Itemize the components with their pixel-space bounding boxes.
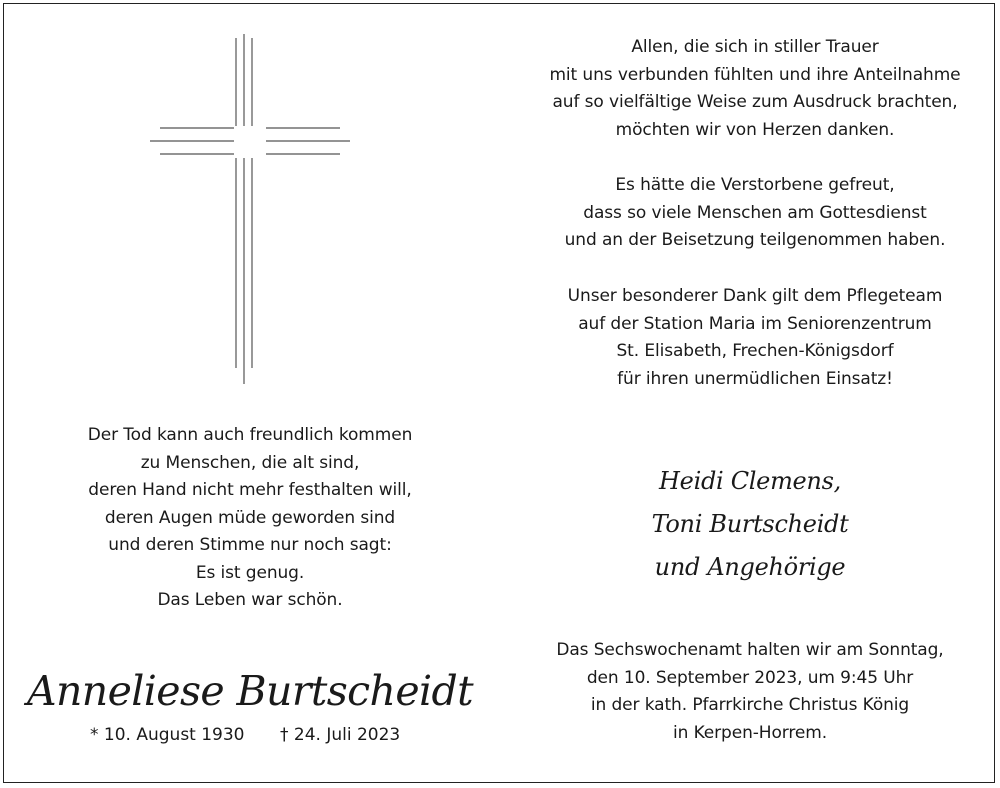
signer-line: Toni Burtscheidt xyxy=(651,510,849,538)
text-line: Allen, die sich in stiller Trauer xyxy=(631,37,879,57)
text-line: in Kerpen-Horrem. xyxy=(672,722,828,743)
deceased-name: Anneliese Burtscheidt xyxy=(26,667,474,715)
life-dates xyxy=(90,722,400,748)
text-line: Es hätte die Verstorbene gefreut, xyxy=(615,175,895,195)
text-line: und an der Beisetzung teilgenommen haben. xyxy=(564,230,946,250)
text-line: auf so vielfältige Weise zum Ausdruck brachten, xyxy=(552,92,958,112)
poem-line: deren Augen müde geworden sind xyxy=(104,507,396,528)
thanks-paragraph xyxy=(505,34,1000,144)
memorial-mass-notice xyxy=(500,637,1000,747)
text-line: mit uns verbunden fühlten und ihre Anteilnahme xyxy=(549,64,961,85)
text-line: den 10. September 2023, um 9:45 Uhr xyxy=(586,667,914,688)
signer-line: Heidi Clemens, xyxy=(659,467,841,495)
signer-line: und Angehörige xyxy=(654,553,846,581)
poem-line: deren Hand nicht mehr festhalten will, xyxy=(88,480,412,500)
poem-line: Der Tod kann auch freundlich kommen xyxy=(87,425,413,445)
poem-line: und deren Stimme nur noch sagt: xyxy=(108,535,392,555)
signers xyxy=(500,460,1000,589)
text-line: möchten wir von Herzen danken. xyxy=(615,119,895,140)
birth-date: * 10. August 1930 xyxy=(90,725,245,745)
text-line: St. Elisabeth, Frechen-Königsdorf xyxy=(616,341,894,361)
text-line: Unser besonderer Dank gilt dem Pflegeteam xyxy=(567,286,943,306)
christian-cross-icon xyxy=(140,28,360,390)
care-team-paragraph xyxy=(505,283,1000,393)
hope-paragraph xyxy=(505,172,1000,255)
poem-line: zu Menschen, die alt sind, xyxy=(140,452,360,473)
poem xyxy=(0,422,500,615)
text-line: in der kath. Pfarrkirche Christus König xyxy=(590,695,910,715)
text-line: Das Sechswochenamt halten wir am Sonntag, xyxy=(556,640,944,660)
text-line: dass so viele Menschen am Gottesdienst xyxy=(583,202,927,223)
text-line: auf der Station Maria im Seniorenzentrum xyxy=(578,313,932,334)
poem-line: Es ist genug. xyxy=(195,562,305,583)
death-date: † 24. Juli 2023 xyxy=(280,725,401,745)
poem-line: Das Leben war schön. xyxy=(157,590,343,610)
text-line: für ihren unermüdlichen Einsatz! xyxy=(617,368,893,389)
